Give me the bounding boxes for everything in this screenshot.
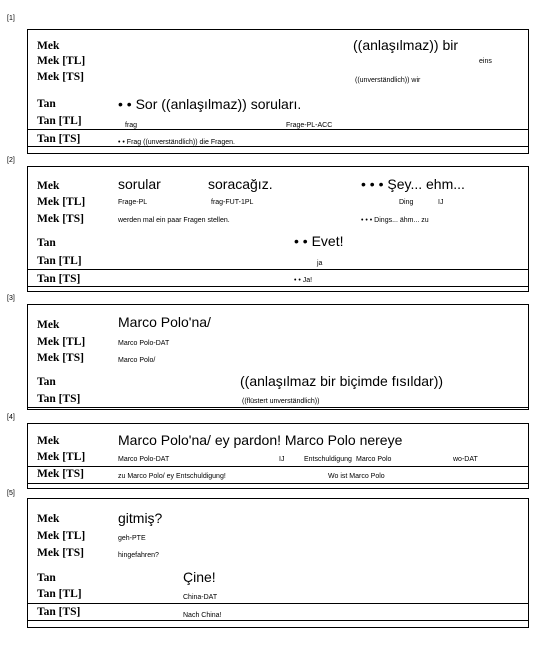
row-divider [28, 407, 528, 408]
transcript-block-1 [27, 29, 529, 154]
translation: Marco Polo/ [118, 357, 156, 364]
block-number: [1] [7, 15, 15, 22]
row-divider [28, 146, 528, 147]
row-divider [28, 269, 528, 270]
speaker-label: Mek [37, 40, 60, 52]
speaker-tl-label: Tan [TL] [37, 255, 82, 267]
utterance: soracağız. [208, 176, 273, 192]
utterance: • • Evet! [294, 233, 344, 249]
translation: • • Frag ((unverständlich)) die Fragen. [118, 139, 235, 146]
gloss: Ding [399, 199, 414, 206]
block-number: [5] [7, 490, 15, 497]
speaker-ts-label: Mek [TS] [37, 71, 84, 83]
block-number: [3] [7, 295, 15, 302]
speaker-label: Mek [37, 435, 60, 447]
gloss: frag-FUT-1PL [211, 199, 254, 206]
speaker-tl-label: Mek [TL] [37, 530, 86, 542]
speaker-ts-label: Tan [TS] [37, 393, 81, 405]
gloss: Marco Polo-DAT [118, 456, 170, 463]
translation: • • Ja! [294, 277, 313, 284]
row-divider [28, 466, 528, 467]
gloss: Entschuldigung [304, 456, 352, 463]
row-divider [28, 483, 528, 484]
speaker-label: Mek [37, 180, 60, 192]
utterance: ((anlaşılmaz bir biçimde fısıldar)) [240, 373, 444, 389]
gloss: Frage-PL-ACC [286, 122, 333, 129]
gloss: frag [125, 122, 138, 129]
speaker-tl-label: Mek [TL] [37, 336, 86, 348]
utterance: Çine! [183, 569, 216, 585]
utterance: gitmiş? [118, 510, 163, 526]
speaker-tl-label: Tan [TL] [37, 115, 82, 127]
speaker-tl-label: Mek [TL] [37, 196, 86, 208]
gloss: Marco Polo-DAT [118, 340, 170, 347]
speaker-label: Mek [37, 319, 60, 331]
speaker-ts-label: Tan [TS] [37, 273, 81, 285]
gloss: eins [479, 58, 492, 65]
transcript-block-4 [27, 423, 529, 489]
utterance: Marco Polo'na/ ey pardon! Marco Polo nereye [118, 432, 403, 448]
utterance: • • • Şey... ehm... [361, 176, 465, 192]
speaker-label: Tan [37, 376, 56, 388]
speaker-ts-label: Mek [TS] [37, 547, 84, 559]
speaker-label: Tan [37, 237, 56, 249]
gloss: geh-PTE [118, 535, 146, 542]
transcript-block-2 [27, 166, 529, 292]
speaker-ts-label: Mek [TS] [37, 352, 84, 364]
translation: Nach China! [183, 612, 222, 619]
gloss: wo-DAT [453, 456, 478, 463]
speaker-label: Mek [37, 513, 60, 525]
translation: werden mal ein paar Fragen stellen. [118, 217, 230, 224]
row-divider [28, 620, 528, 621]
translation: • • • Dings... ähm... zu [361, 217, 429, 224]
speaker-label: Tan [37, 98, 56, 110]
utterance: sorular [118, 176, 161, 192]
speaker-tl-label: Mek [TL] [37, 451, 86, 463]
gloss: IJ [438, 199, 444, 206]
speaker-tl-label: Tan [TL] [37, 588, 82, 600]
gloss: ja [317, 260, 323, 267]
row-divider [28, 129, 528, 130]
transcript-block-3 [27, 304, 529, 410]
transcript-block-5 [27, 498, 529, 628]
translation: ((flüstert unverständlich)) [242, 398, 320, 405]
speaker-tl-label: Mek [TL] [37, 55, 86, 67]
speaker-label: Tan [37, 572, 56, 584]
gloss: Frage-PL [118, 199, 148, 206]
gloss: China-DAT [183, 594, 218, 601]
translation: ((unverständlich)) wir [355, 77, 421, 84]
gloss: Marco Polo [356, 456, 392, 463]
speaker-ts-label: Tan [TS] [37, 133, 81, 145]
block-number: [2] [7, 157, 15, 164]
speaker-ts-label: Mek [TS] [37, 213, 84, 225]
gloss: IJ [279, 456, 285, 463]
speaker-ts-label: Mek [TS] [37, 468, 84, 480]
row-divider [28, 286, 528, 287]
utterance: ((anlaşılmaz)) bir [353, 37, 459, 53]
block-number: [4] [7, 414, 15, 421]
translation: Wo ist Marco Polo [328, 473, 385, 480]
translation: hingefahren? [118, 552, 159, 559]
utterance: • • Sor ((anlaşılmaz)) soruları. [118, 96, 302, 112]
translation: zu Marco Polo/ ey Entschuldigung! [118, 473, 226, 480]
utterance: Marco Polo'na/ [118, 314, 211, 330]
speaker-ts-label: Tan [TS] [37, 606, 81, 618]
row-divider [28, 603, 528, 604]
